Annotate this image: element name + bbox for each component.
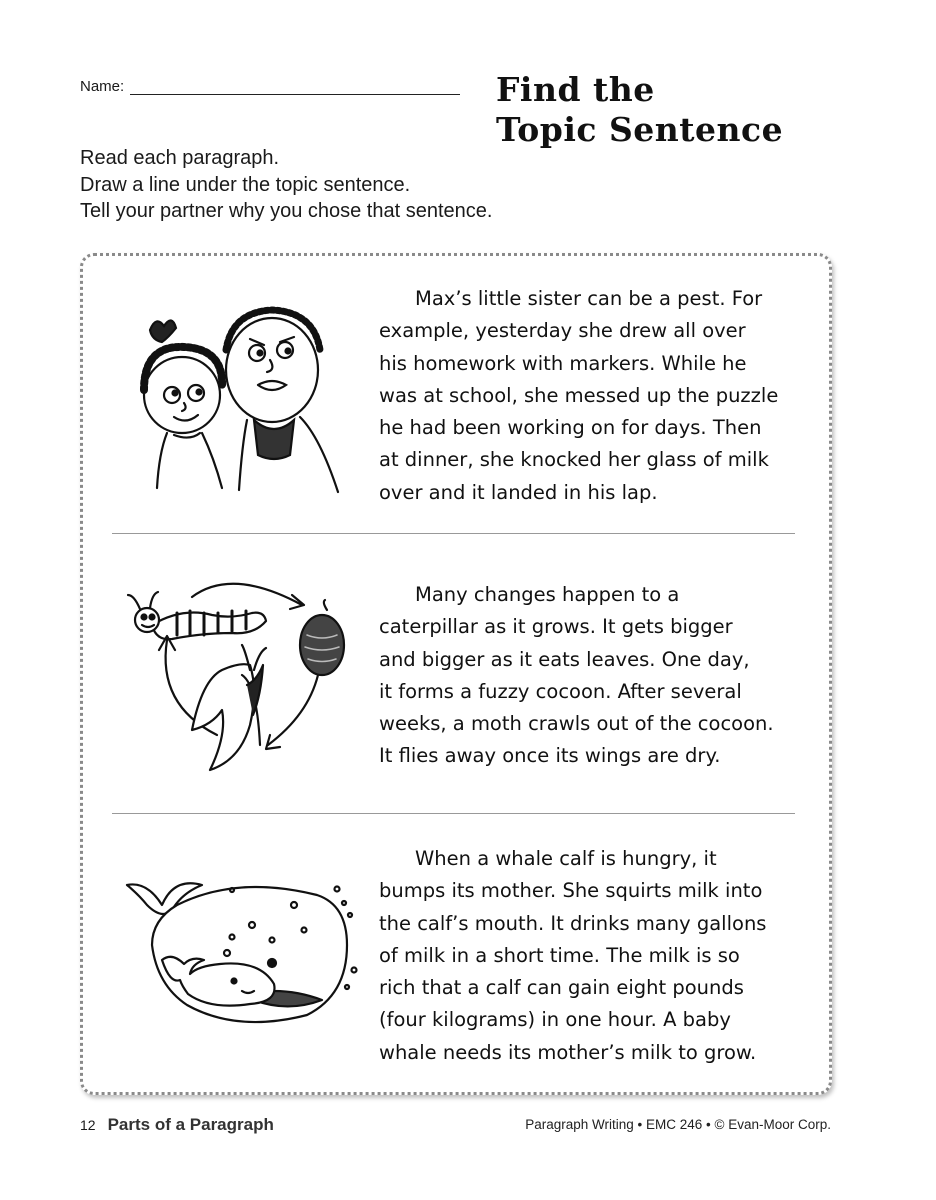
instruction-1: Read each paragraph. <box>80 147 280 169</box>
paragraph-2-line-6: It flies away once its wings are dry. <box>379 744 721 768</box>
paragraph-1-line-2: example, yesterday she drew all over <box>379 319 746 343</box>
paragraph-3-line-6: (four kilograms) in one hour. A baby <box>379 1008 731 1032</box>
caterpillar-lifecycle-icon <box>122 575 362 775</box>
section-title: Parts of a Paragraph <box>107 1115 274 1134</box>
page-footer-credit: Paragraph Writing • EMC 246 • © Evan-Moor Corp. <box>525 1117 831 1132</box>
paragraph-3-line-7: whale needs its mother’s milk to grow. <box>379 1040 757 1064</box>
paragraph-3-line-5: rich that a calf can gain eight pounds <box>379 976 744 1000</box>
page-title <box>496 70 783 150</box>
title-line-1: Find the <box>496 70 655 109</box>
section-divider-1 <box>112 533 795 534</box>
whale-and-calf-icon <box>122 875 362 1025</box>
instruction-3: Tell your partner why you chose that sentence. <box>80 200 493 222</box>
paragraph-2-line-5: weeks, a moth crawls out of the cocoon. <box>379 712 774 736</box>
paragraph-2-line-2: caterpillar as it grows. It gets bigger <box>379 615 733 639</box>
paragraph-2 <box>379 579 799 773</box>
paragraph-1-line-1-text: Max’s little sister can be a pest. For <box>415 287 763 310</box>
title-line-2: Topic Sentence <box>496 110 784 149</box>
paragraph-1-line-4: was at school, she messed up the puzzle <box>379 383 779 407</box>
paragraph-3-line-2: bumps its mother. She squirts milk into <box>379 879 763 903</box>
name-blank-line[interactable] <box>130 80 460 95</box>
instructions <box>80 145 492 225</box>
paragraph-3-line-4: of milk in a short time. The milk is so <box>379 943 740 967</box>
name-field[interactable] <box>80 78 460 95</box>
paragraph-3-line-1-text: When a whale calf is hungry, it <box>415 847 717 870</box>
paragraph-1-line-1 <box>379 283 799 315</box>
paragraph-2-line-1 <box>379 579 799 611</box>
paragraph-1-line-7: over and it landed in his lap. <box>379 480 658 504</box>
paragraph-1 <box>379 283 799 509</box>
siblings-icon <box>122 295 347 495</box>
paragraph-1-line-5: he had been working on for days. Then <box>379 416 762 440</box>
paragraph-2-line-1-text: Many changes happen to a <box>415 583 680 606</box>
paragraph-2-line-3: and bigger as it eats leaves. One day, <box>379 647 750 671</box>
section-divider-2 <box>112 813 795 814</box>
page-number: 12 <box>80 1117 96 1133</box>
paragraph-3 <box>379 843 799 1069</box>
paragraph-3-line-1 <box>379 843 799 875</box>
paragraph-1-line-6: at dinner, she knocked her glass of milk <box>379 448 769 472</box>
name-label: Name: <box>80 78 125 95</box>
paragraph-3-line-3: the calf’s mouth. It drinks many gallons <box>379 911 767 935</box>
paragraph-1-line-3: his homework with markers. While he <box>379 351 747 375</box>
instruction-2: Draw a line under the topic sentence. <box>80 173 411 196</box>
page-footer-left <box>80 1115 274 1135</box>
paragraph-2-line-4: it forms a fuzzy cocoon. After several <box>379 679 742 703</box>
